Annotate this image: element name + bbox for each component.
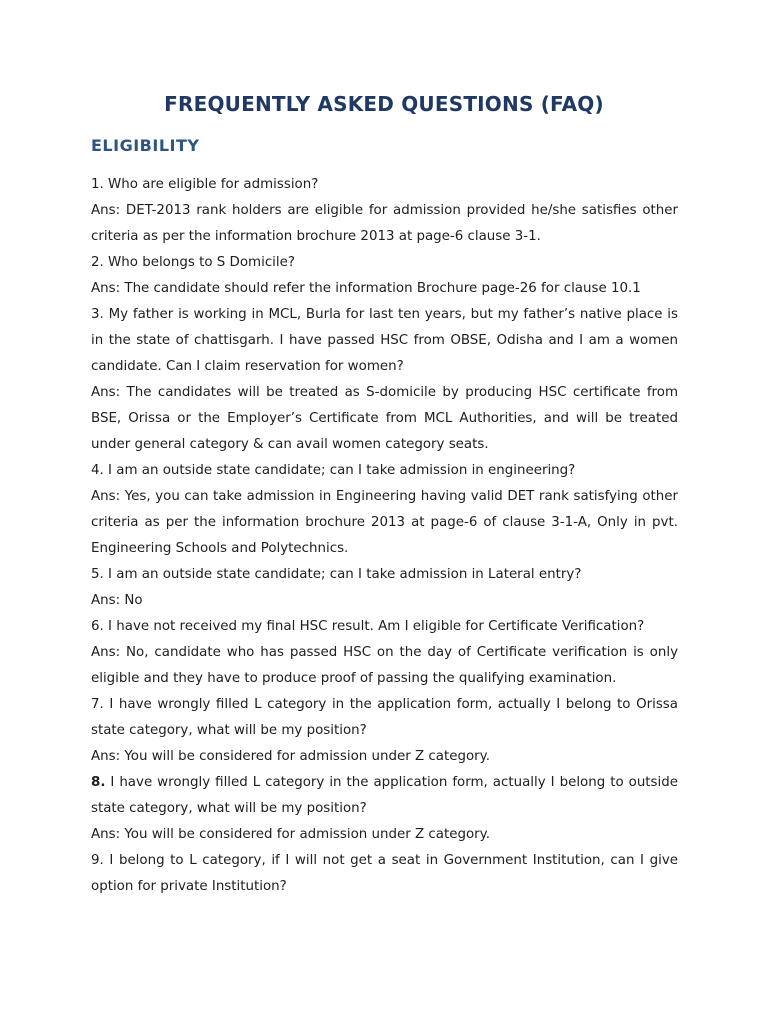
faq-question <box>91 302 678 380</box>
answer-text: Ans: You will be considered for admission under Z category. <box>91 827 490 842</box>
question-number: 3. <box>91 307 104 322</box>
faq-question <box>91 692 678 744</box>
faq-question <box>91 770 678 822</box>
faq-answer <box>91 276 678 302</box>
question-text: My father is working in MCL, Burla for last ten years, but my father’s native place is in the state of chattisgarh. I have passed HSC from OBSE, Odisha and I am a women candidate. Can I claim reservation for women? <box>91 307 678 374</box>
question-text: I belong to L category, if I will not get a seat in Government Institution, can I give option for private Institution? <box>91 853 678 894</box>
answer-text: Ans: No <box>91 593 143 608</box>
question-text: I am an outside state candidate; can I take admission in engineering? <box>108 463 576 478</box>
faq-answer <box>91 744 678 770</box>
question-text: I am an outside state candidate; can I take admission in Lateral entry? <box>108 567 582 582</box>
question-number: 1. <box>91 177 104 192</box>
faq-answer <box>91 380 678 458</box>
question-text: I have wrongly filled L category in the application form, actually I belong to outside state category, what will be my position? <box>91 775 678 816</box>
question-text: Who are eligible for admission? <box>108 177 319 192</box>
faq-question <box>91 614 678 640</box>
question-number: 4. <box>91 463 104 478</box>
question-number: 6. <box>91 619 104 634</box>
faq-answer <box>91 484 678 562</box>
section-heading-eligibility: ELIGIBILITY <box>91 136 200 155</box>
answer-text: Ans: DET-2013 rank holders are eligible for admission provided he/she satisfies other criteria as per the information brochure 2013 at page-6 clause 3-1. <box>91 203 678 244</box>
question-number: 9. <box>91 853 104 868</box>
faq-question <box>91 848 678 900</box>
faq-question <box>91 562 678 588</box>
faq-list <box>91 172 678 900</box>
faq-answer <box>91 588 678 614</box>
faq-answer <box>91 822 678 848</box>
question-number: 7. <box>91 697 104 712</box>
faq-answer <box>91 198 678 250</box>
faq-question <box>91 172 678 198</box>
faq-answer <box>91 640 678 692</box>
question-text: I have wrongly filled L category in the application form, actually I belong to Orissa state category, what will be my position? <box>91 697 678 738</box>
answer-text: Ans: No, candidate who has passed HSC on the day of Certificate verification is only eligible and they have to produce proof of passing the qualifying examination. <box>91 645 678 686</box>
question-number: 8. <box>91 775 106 790</box>
page-title: FREQUENTLY ASKED QUESTIONS (FAQ) <box>164 92 604 116</box>
question-number: 5. <box>91 567 104 582</box>
answer-text: Ans: The candidate should refer the information Brochure page-26 for clause 10.1 <box>91 281 641 296</box>
question-text: Who belongs to S Domicile? <box>108 255 295 270</box>
answer-text: Ans: Yes, you can take admission in Engineering having valid DET rank satisfying other criteria as per the information brochure 2013 at page-6 of clause 3-1-A, Only in pvt. Engineering Schools and Polytechnics. <box>91 489 678 556</box>
answer-text: Ans: The candidates will be treated as S-domicile by producing HSC certificate from BSE, Orissa or the Employer’s Certificate from MCL Authorities, and will be treated under general category & can avail women category seats. <box>91 385 678 452</box>
faq-question <box>91 250 678 276</box>
question-number: 2. <box>91 255 104 270</box>
answer-text: Ans: You will be considered for admission under Z category. <box>91 749 490 764</box>
question-text: I have not received my final HSC result. Am I eligible for Certificate Verification? <box>108 619 645 634</box>
faq-question <box>91 458 678 484</box>
